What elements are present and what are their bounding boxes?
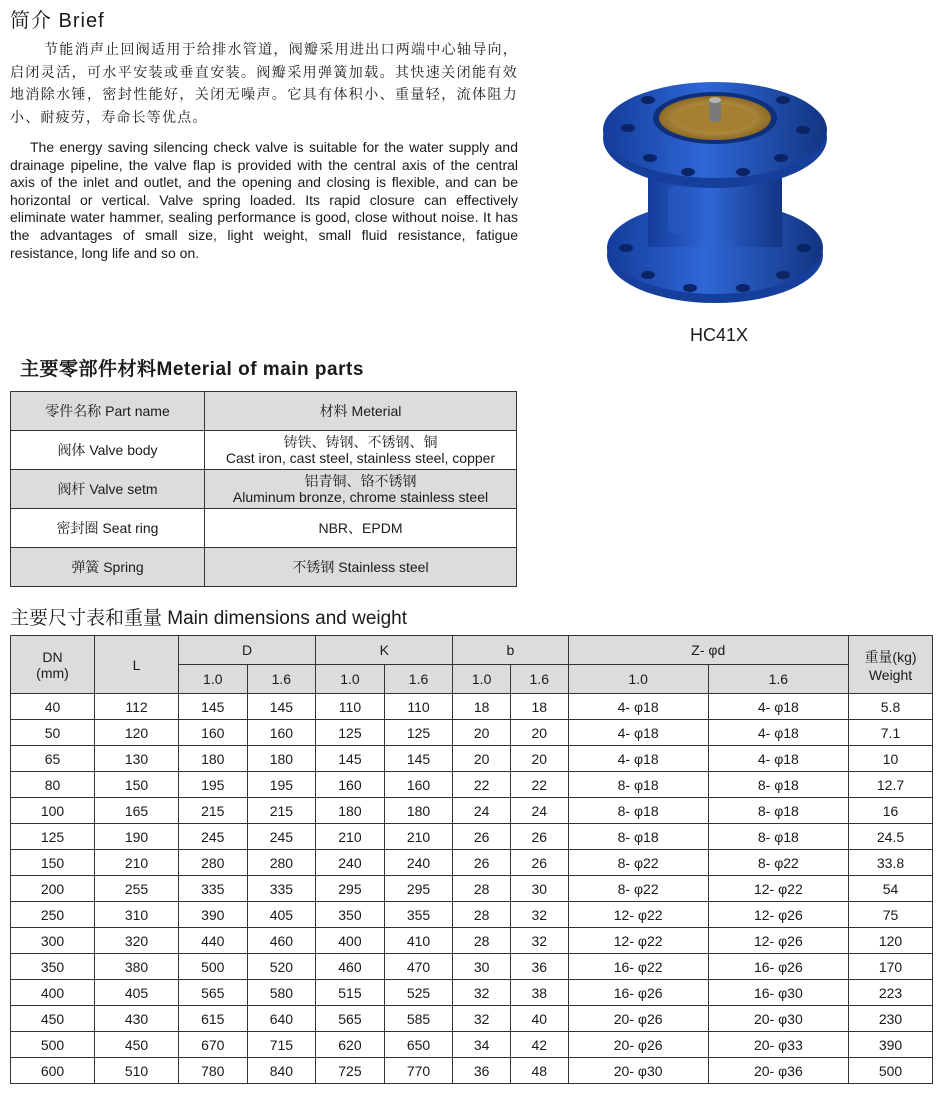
table-cell: 4- φ18 [708,694,848,720]
table-cell: 20- φ30 [708,1006,848,1032]
table-cell: 20 [453,720,511,746]
table-cell: 30 [510,876,568,902]
table-cell: 170 [849,954,933,980]
table-row [11,902,933,928]
table-cell: 190 [95,824,179,850]
table-cell: 40 [11,694,95,720]
table-row [11,928,933,954]
table-cell: 250 [11,902,95,928]
table-cell: 400 [11,980,95,1006]
dims-pressure-label: 1.6 [247,665,316,694]
table-cell: 28 [453,928,511,954]
table-cell: 180 [247,746,316,772]
table-cell: 320 [95,928,179,954]
brief-chinese-text: 节能消声止回阀适用于给排水管道，阀瓣采用进出口两端中心轴导向，启闭灵活，可水平安装或垂直安装。阀瓣采用弹簧加载。其快速关闭能有效地消除水锤，密封性能好，关闭无噪声。它具有体积小、重量轻，流体阻力小、耐疲劳，寿命长等优点。 [10,41,518,125]
table-cell: 350 [316,902,385,928]
table-cell: 26 [453,850,511,876]
table-cell: 770 [384,1058,453,1084]
table-row [11,720,933,746]
table-cell: 335 [247,876,316,902]
table-cell: 430 [95,1006,179,1032]
table-cell: 20- φ36 [708,1058,848,1084]
table-cell: 16- φ26 [568,980,708,1006]
table-cell: 195 [179,772,248,798]
table-cell: 280 [247,850,316,876]
table-cell: 20- φ33 [708,1032,848,1058]
table-cell: 12- φ22 [708,876,848,902]
table-cell: 210 [95,850,179,876]
table-cell: 355 [384,902,453,928]
table-cell: 725 [316,1058,385,1084]
table-cell: 4- φ18 [568,694,708,720]
table-cell: 460 [316,954,385,980]
parts-section-title: 主要零部件材料Meterial of main parts [20,359,364,380]
table-cell: 280 [179,850,248,876]
table-cell: 32 [510,928,568,954]
table-cell: 20 [453,746,511,772]
table-cell: 210 [316,824,385,850]
table-cell: 180 [316,798,385,824]
table-cell: 20 [510,746,568,772]
table-cell: 350 [11,954,95,980]
brief-english-text: The energy saving silencing check valve is suitable for the water supply and drainage pipeline, the valve flap is provided with the central axis of the central axis of the inlet and outlet, and the opening and closing is flexible, and can be horizontal or vertical. Valve spring loaded. Its rapid closure can effectively eliminate water hammer, sealing performance is good, close without noise. It has the advantages of small size, light weight, small fluid resistance, fatigue resistance, long life and so on. [10,139,518,261]
dims-header-l: L [95,636,179,694]
dims-pressure-label: 1.6 [384,665,453,694]
table-row [11,850,933,876]
table-cell: 160 [179,720,248,746]
table-cell: 110 [316,694,385,720]
table-cell: 615 [179,1006,248,1032]
table-cell: 36 [510,954,568,980]
table-cell: 650 [384,1032,453,1058]
dims-pressure-label: 1.0 [568,665,708,694]
table-cell: 580 [247,980,316,1006]
table-cell: 5.8 [849,694,933,720]
dims-pressure-label: 1.0 [179,665,248,694]
table-cell: 4- φ18 [568,746,708,772]
table-cell: 26 [510,824,568,850]
table-row [11,954,933,980]
table-cell: 600 [11,1058,95,1084]
table-cell: 410 [384,928,453,954]
table-cell: 160 [316,772,385,798]
table-cell: 33.8 [849,850,933,876]
table-cell: 440 [179,928,248,954]
table-row [11,824,933,850]
table-cell: 125 [11,824,95,850]
table-cell: 450 [11,1006,95,1032]
parts-row-name: 阀杆 Valve setm [11,470,205,509]
table-cell: 7.1 [849,720,933,746]
table-row [11,980,933,1006]
table-cell: 8- φ18 [568,824,708,850]
table-row [11,1006,933,1032]
parts-header-material: 材料 Meterial [205,392,517,431]
table-cell: 405 [95,980,179,1006]
table-cell: 20 [510,720,568,746]
table-cell: 38 [510,980,568,1006]
dims-header-weight: 重量(kg) Weight [849,636,933,694]
table-cell: 12- φ26 [708,928,848,954]
table-cell: 295 [316,876,385,902]
table-cell: 400 [316,928,385,954]
parts-row-name: 密封圈 Seat ring [11,509,205,548]
table-cell: 125 [316,720,385,746]
parts-row-name: 弹簧 Spring [11,548,205,587]
parts-row-material: 铸铁、铸钢、不锈钢、铜 Cast iron, cast steel, stainless steel, copper [205,431,517,470]
table-cell: 12.7 [849,772,933,798]
table-cell: 310 [95,902,179,928]
brief-title: 简介 Brief [10,10,105,32]
table-cell: 8- φ22 [568,876,708,902]
table-cell: 28 [453,876,511,902]
table-cell: 200 [11,876,95,902]
table-cell: 335 [179,876,248,902]
table-cell: 715 [247,1032,316,1058]
valve-product-image [598,80,828,310]
table-cell: 620 [316,1032,385,1058]
table-cell: 24 [510,798,568,824]
table-cell: 380 [95,954,179,980]
table-cell: 20- φ26 [568,1032,708,1058]
table-cell: 10 [849,746,933,772]
table-cell: 125 [384,720,453,746]
parts-header-name: 零件名称 Part name [11,392,205,431]
table-cell: 195 [247,772,316,798]
table-cell: 8- φ18 [568,772,708,798]
table-row [11,746,933,772]
table-cell: 565 [179,980,248,1006]
table-cell: 12- φ26 [708,902,848,928]
dims-section-title: 主要尺寸表和重量 Main dimensions and weight [10,608,408,629]
dims-header-dn: DN (mm) [11,636,95,694]
table-cell: 36 [453,1058,511,1084]
table-cell: 8- φ18 [708,772,848,798]
table-cell: 12- φ22 [568,902,708,928]
table-row [11,876,933,902]
table-cell: 8- φ18 [708,824,848,850]
table-cell: 42 [510,1032,568,1058]
table-cell: 145 [384,746,453,772]
table-cell: 28 [453,902,511,928]
dims-header-b: b [453,636,568,665]
table-cell: 48 [510,1058,568,1084]
table-cell: 130 [95,746,179,772]
dims-header-k: K [316,636,453,665]
parts-row-material: 铝青铜、铬不锈钢 Aluminum bronze, chrome stainless steel [205,470,517,509]
table-cell: 390 [849,1032,933,1058]
table-cell: 8- φ18 [568,798,708,824]
table-cell: 32 [453,1006,511,1032]
table-cell: 75 [849,902,933,928]
table-cell: 16- φ22 [568,954,708,980]
table-cell: 470 [384,954,453,980]
table-cell: 18 [510,694,568,720]
product-model-label: HC41X [690,325,749,345]
table-cell: 145 [316,746,385,772]
table-cell: 460 [247,928,316,954]
table-cell: 515 [316,980,385,1006]
table-cell: 145 [179,694,248,720]
table-cell: 30 [453,954,511,980]
table-row [11,694,933,720]
table-cell: 160 [384,772,453,798]
table-cell: 65 [11,746,95,772]
table-cell: 22 [510,772,568,798]
table-cell: 22 [453,772,511,798]
table-cell: 26 [453,824,511,850]
table-cell: 450 [95,1032,179,1058]
table-cell: 80 [11,772,95,798]
parts-row-name: 阀体 Valve body [11,431,205,470]
table-cell: 24 [453,798,511,824]
dims-header-z: Z- φd [568,636,848,665]
table-cell: 24.5 [849,824,933,850]
dimensions-table [10,635,933,1084]
table-cell: 585 [384,1006,453,1032]
table-cell: 520 [247,954,316,980]
table-row [11,1032,933,1058]
table-cell: 240 [316,850,385,876]
table-cell: 4- φ18 [708,720,848,746]
table-cell: 12- φ22 [568,928,708,954]
dims-pressure-label: 1.6 [708,665,848,694]
table-cell: 780 [179,1058,248,1084]
table-cell: 210 [384,824,453,850]
table-cell: 165 [95,798,179,824]
table-cell: 230 [849,1006,933,1032]
table-cell: 500 [849,1058,933,1084]
table-cell: 840 [247,1058,316,1084]
table-cell: 245 [179,824,248,850]
table-cell: 500 [179,954,248,980]
table-cell: 180 [179,746,248,772]
parts-row-material: NBR、EPDM [205,509,517,548]
table-cell: 390 [179,902,248,928]
table-cell: 405 [247,902,316,928]
table-cell: 255 [95,876,179,902]
table-cell: 110 [384,694,453,720]
table-row [11,772,933,798]
dims-pressure-label: 1.0 [316,665,385,694]
table-cell: 32 [453,980,511,1006]
table-cell: 4- φ18 [708,746,848,772]
table-cell: 150 [11,850,95,876]
parts-material-table [10,391,517,587]
table-cell: 16 [849,798,933,824]
table-cell: 40 [510,1006,568,1032]
table-cell: 32 [510,902,568,928]
table-cell: 215 [247,798,316,824]
table-cell: 8- φ22 [708,850,848,876]
table-row [11,798,933,824]
dims-pressure-label: 1.0 [453,665,511,694]
table-cell: 120 [95,720,179,746]
table-cell: 16- φ26 [708,954,848,980]
table-row [11,1058,933,1084]
table-cell: 16- φ30 [708,980,848,1006]
table-cell: 150 [95,772,179,798]
table-cell: 240 [384,850,453,876]
table-cell: 510 [95,1058,179,1084]
table-cell: 670 [179,1032,248,1058]
table-cell: 8- φ18 [708,798,848,824]
table-cell: 120 [849,928,933,954]
table-cell: 215 [179,798,248,824]
table-cell: 565 [316,1006,385,1032]
table-cell: 112 [95,694,179,720]
table-cell: 18 [453,694,511,720]
table-cell: 54 [849,876,933,902]
table-cell: 20- φ26 [568,1006,708,1032]
table-cell: 26 [510,850,568,876]
table-cell: 180 [384,798,453,824]
table-cell: 8- φ22 [568,850,708,876]
table-cell: 640 [247,1006,316,1032]
parts-row-material: 不锈钢 Stainless steel [205,548,517,587]
table-cell: 145 [247,694,316,720]
table-cell: 245 [247,824,316,850]
table-cell: 20- φ30 [568,1058,708,1084]
table-cell: 300 [11,928,95,954]
table-cell: 160 [247,720,316,746]
dims-pressure-label: 1.6 [510,665,568,694]
table-cell: 4- φ18 [568,720,708,746]
table-cell: 34 [453,1032,511,1058]
table-cell: 525 [384,980,453,1006]
table-cell: 223 [849,980,933,1006]
table-cell: 50 [11,720,95,746]
dims-header-d: D [179,636,316,665]
table-cell: 295 [384,876,453,902]
table-cell: 100 [11,798,95,824]
table-cell: 500 [11,1032,95,1058]
